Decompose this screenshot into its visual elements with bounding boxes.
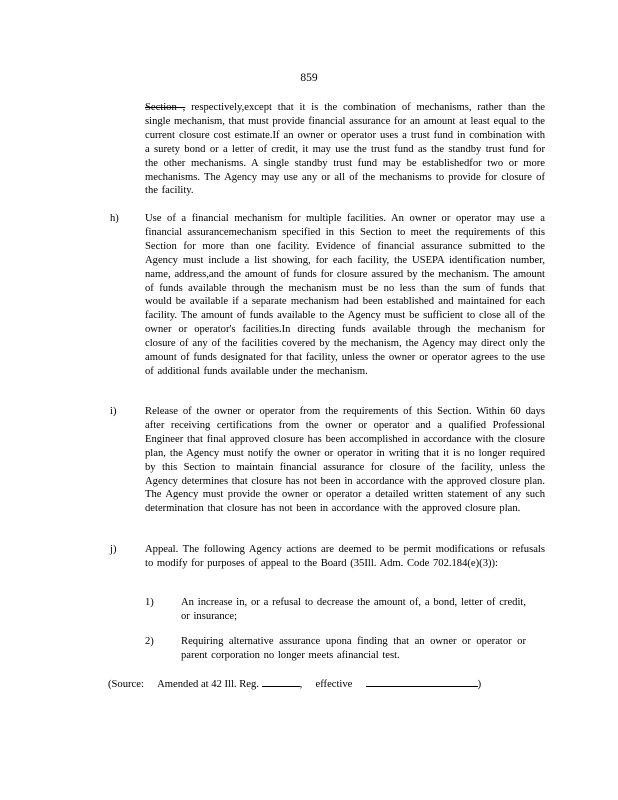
subitem-2-text: Requiring alternative assurance upona finding that an owner or operator or parent corporation no longer meets afinancial test.: [181, 636, 526, 661]
section-i-label: i): [110, 406, 117, 417]
source-comma: ,: [299, 679, 303, 690]
intro-text: respectively,except that it is the combination of mechanisms, rather than the single mechanism, that must provide financial assurance for an amount at least equal to the current closure cost estimate.If an owner or operator uses a trust fund in combination with a surety bond or a letter of credit, it may use the trust fund as the standby trust fund for the other mechanisms. A single standby trust fund may be establishedfor two or more mechanisms. The Agency may use any or all of the mechanisms to provide for closure of the facility.: [145, 102, 545, 197]
struck-text: Section ,: [145, 102, 186, 113]
page-number: 859: [300, 72, 318, 84]
source-note: [108, 676, 568, 692]
source-amended: Amended at 42 Ill. Reg.: [157, 679, 259, 690]
section-j-text: Appeal. The following Agency actions are deemed to be permit modifications or refusals to modify for purposes of appeal to the Board (35Ill. Adm. Code 702.184(e)(3)):: [145, 544, 545, 569]
subitem-1-text: An increase in, or a refusal to decrease the amount of, a bond, letter of credit, or insurance;: [181, 597, 526, 622]
source-prefix: (Source:: [108, 679, 144, 690]
intro-paragraph: [145, 101, 545, 198]
source-close: ): [477, 679, 482, 690]
register-blank: [262, 676, 300, 687]
subitem-2-label: 2): [145, 636, 154, 647]
section-h-text: Use of a financial mechanism for multiple facilities. An owner or operator may use a financial assurancemechanism specified in this Section to meet the requirements of this Section for more than one facility. Evidence of financial assurance submitted to the Agency must include a list showing, for each facility, the USEPA identification number, name, address,and the amount of funds for closure assured by the mechanism. The amount of funds available through the mechanism must be no less than the sum of funds that would be available if a separate mechanism had been established and maintained for each facility. The amount of funds available to the Agency must be sufficient to close all of the owner or operator's facilities.In directing funds available through the mechanism for closure of any of the facilities covered by the mechanism, the Agency may direct only the amount of funds designated for that facility, unless the owner or operator agrees to the use of additional funds available under the mechanism.: [145, 213, 545, 377]
subitem-1-label: 1): [145, 597, 154, 608]
section-j-label: j): [110, 544, 117, 555]
source-effective: effective: [315, 679, 353, 690]
effective-date-blank: [366, 676, 478, 687]
section-i-text: Release of the owner or operator from the requirements of this Section. Within 60 days after receiving certifications from the owner or operator and a qualified Professional Engineer that final approved closure has been accomplished in accordance with the closure plan, the Agency must notify the owner or operator in writing that it is no longer required by this Section to maintain financial assurance for closure of the facility, unless the Agency determines that closure has not been in accordance with the approved closure plan. The Agency must provide the owner or operator a detailed written statement of any such determination that closure has not been in accordance with the approved closure plan.: [145, 406, 545, 515]
section-h-label: h): [110, 213, 119, 224]
